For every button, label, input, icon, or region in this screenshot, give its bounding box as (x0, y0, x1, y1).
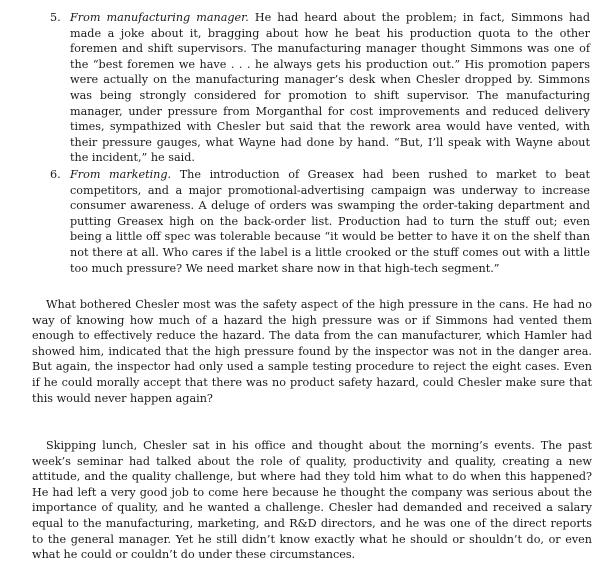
list-item-text (70, 10, 590, 166)
list-item-title: From manufacturing manager. (70, 11, 249, 24)
list-item-5 (50, 10, 590, 166)
paragraph-safety-concern: What bothered Chesler most was the safety aspect of the high pressure in the cans. He had no way of knowing how much of a hazard the high pressure was or if Simmons had vented them enough to effectively reduce the hazard. The data from the can manufacturer, which Hamler had showed him, indicated that the high pressure found by the inspector was not in the danger area. But again, the inspector had only used a sample testing procedure to reject the eight cases. Even if he could morally accept that there was no product safety hazard, could Chesler make sure that this would never happen again? (32, 298, 592, 405)
list-item-number: 5. (50, 11, 61, 24)
list-item-6 (50, 167, 590, 276)
paragraph-skipping-lunch: Skipping lunch, Chesler sat in his office and thought about the morning’s events. The past week’s seminar had talked about the role of quality, productivity and quality, creating a new attitude, and the quality challenge, but where had they told him what to do when this happened? He had left a very good job to come here because he thought the company was serious about the importance of quality, and he wanted a challenge. Chesler had demanded and received a salary equal to the manufacturing, marketing, and R&D directors, and he was one of the direct reports to the general manager. Yet he still didn’t know exactly what he should or shouldn’t do, or even what he could or couldn’t do under these circumstances. (32, 439, 592, 562)
list-item-title: From marketing. (70, 168, 172, 181)
list-item-body: The introduction of Greasex had been rushed to market to beat competitors, and a major promotional-advertising campaign was underway to increase consumer awareness. A deluge of orders was swamping the order-taking department and putting Greasex high on the back-order list. Production had to turn the stuff out; even being a little off spec was tolerable because “it would be better to have it on the shelf than not there at all. Who cares if the label is a little crooked or the stuff comes out with a little too much pressure? We need market share now in that high-tech segment.” (70, 168, 590, 275)
list-item-text (70, 167, 590, 276)
list-item-number: 6. (50, 168, 61, 181)
list-item-body: He had heard about the problem; in fact, Simmons had made a joke about it, bragging about how he beat his production quota to the other foremen and shift supervisors. The manufacturing manager thought Simmons was one of the “best foremen we have . . . he always gets his production out.” His promotion papers were actually on the manufacturing manager’s desk when Chesler dropped by. Simmons was being strongly considered for promotion to shift supervisor. The manufacturing manager, under pressure from Morganthal for cost improvements and reduced delivery times, sympathized with Chesler but said that the rework area would have vented, with their pressure gauges, what Wayne had done by hand. “But, I’ll speak with Wayne about the incident,” he said. (70, 11, 591, 165)
